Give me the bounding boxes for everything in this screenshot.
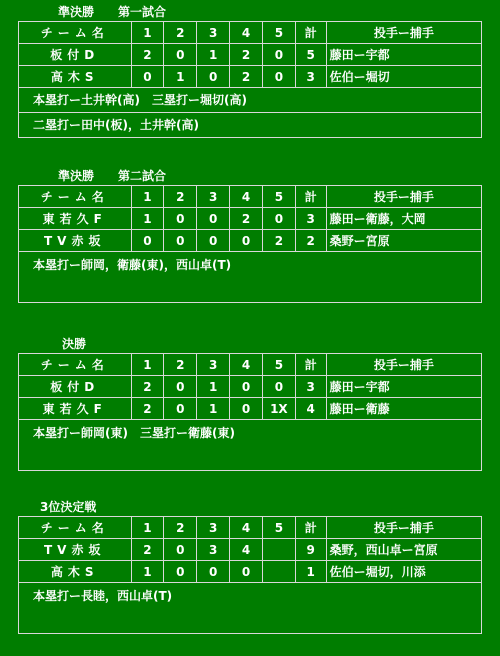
inning-score: 0: [164, 561, 197, 582]
team-name: TV赤坂: [19, 539, 132, 560]
inning-score: 0: [230, 230, 263, 251]
header-inning-4: 4: [230, 22, 263, 43]
total-score: 3: [296, 208, 327, 229]
inning-score: 0: [132, 66, 165, 87]
header-total: 計: [296, 22, 327, 43]
inning-score: 1: [197, 44, 230, 65]
total-score: 3: [296, 376, 327, 397]
inning-score: 3: [197, 539, 230, 560]
header-inning-1: 1: [132, 354, 165, 375]
header-inning-1: 1: [132, 517, 165, 538]
total-score: 5: [296, 44, 327, 65]
inning-score: 0: [164, 539, 197, 560]
inning-score: 0: [164, 230, 197, 251]
team-name: TV赤坂: [19, 230, 132, 251]
table-row: [19, 561, 481, 583]
table-row: [19, 208, 481, 230]
header-team: チーム名: [19, 354, 132, 375]
section-title: 決勝: [62, 337, 87, 351]
section-title: 準決勝 第二試合: [58, 169, 167, 183]
header-pitchers: 投手ー捕手: [373, 26, 434, 40]
header-team: チーム名: [19, 22, 132, 43]
header-inning-3: 3: [197, 186, 230, 207]
pitcher-catcher: 藤田ー衛藤: [329, 402, 390, 416]
header-row: [19, 186, 481, 208]
notes-box: [19, 252, 481, 302]
header-row: [19, 22, 481, 44]
notes-box: [19, 583, 481, 633]
header-pitchers: 投手ー捕手: [373, 358, 434, 372]
notes-box: [19, 88, 481, 137]
total-score: 2: [296, 230, 327, 251]
header-inning-3: 3: [197, 22, 230, 43]
inning-score: 0: [230, 376, 263, 397]
inning-score: 2: [230, 44, 263, 65]
team-name: 高木S: [19, 66, 132, 87]
header-pitchers: 投手ー捕手: [373, 190, 434, 204]
inning-score: 0: [197, 208, 230, 229]
pitcher-catcher: 佐伯ー堀切: [329, 70, 390, 84]
pitcher-catcher: 桑野，西山卓ー宮原: [329, 543, 438, 557]
header-row: [19, 517, 481, 539]
scoreboard-table: [18, 185, 482, 303]
pitcher-catcher: 藤田ー宇都: [329, 48, 390, 62]
team-name: 東若久F: [19, 208, 132, 229]
header-inning-2: 2: [164, 186, 197, 207]
table-row: [19, 66, 481, 88]
team-name: 板付D: [19, 376, 132, 397]
inning-score: 0: [263, 44, 296, 65]
header-total: 計: [296, 517, 327, 538]
pitcher-catcher: 桑野ー宮原: [329, 234, 390, 248]
section-title: 3位決定戦: [40, 500, 97, 514]
team-name: 東若久F: [19, 398, 132, 419]
total-score: 3: [296, 66, 327, 87]
inning-score: 0: [263, 208, 296, 229]
header-team: チーム名: [19, 517, 132, 538]
pitcher-catcher: 藤田ー衛藤，大岡: [329, 212, 426, 226]
header-team: チーム名: [19, 186, 132, 207]
note-line: 本塁打ー長睦，西山卓(T): [33, 589, 173, 603]
note-line: 二塁打ー田中(板)，土井幹(高): [33, 118, 199, 132]
header-inning-5: 5: [263, 354, 296, 375]
inning-score: 0: [263, 376, 296, 397]
inning-score: 1: [132, 208, 165, 229]
inning-score: 1: [197, 398, 230, 419]
header-inning-5: 5: [263, 22, 296, 43]
inning-score: 1: [132, 561, 165, 582]
inning-score: 0: [230, 561, 263, 582]
total-score: 1: [296, 561, 327, 582]
inning-score: 2: [263, 230, 296, 251]
table-row: [19, 230, 481, 252]
header-inning-4: 4: [230, 186, 263, 207]
inning-score: 2: [132, 44, 165, 65]
note-line: 本塁打ー師岡(東) 三塁打ー衛藤(東): [33, 426, 235, 440]
section-title: 準決勝 第一試合: [58, 5, 167, 19]
inning-score: 4: [230, 539, 263, 560]
table-row: [19, 376, 481, 398]
team-name: 板付D: [19, 44, 132, 65]
inning-score: 0: [164, 44, 197, 65]
header-inning-2: 2: [164, 22, 197, 43]
inning-score: 1X: [263, 398, 296, 419]
notes-box: [19, 420, 481, 470]
inning-score: 0: [197, 561, 230, 582]
header-inning-5: 5: [263, 186, 296, 207]
inning-score: 0: [164, 208, 197, 229]
inning-score: 0: [197, 230, 230, 251]
header-pitchers: 投手ー捕手: [373, 521, 434, 535]
inning-score: 2: [132, 539, 165, 560]
inning-score: [263, 539, 296, 560]
inning-score: 0: [164, 376, 197, 397]
inning-score: 1: [197, 376, 230, 397]
inning-score: 0: [197, 66, 230, 87]
pitcher-catcher: 佐伯ー堀切，川添: [329, 565, 426, 579]
scoreboard-table: [18, 21, 482, 138]
inning-score: 2: [132, 376, 165, 397]
header-row: [19, 354, 481, 376]
pitcher-catcher: 藤田ー宇都: [329, 380, 390, 394]
header-inning-3: 3: [197, 517, 230, 538]
team-name: 高木S: [19, 561, 132, 582]
inning-score: 0: [263, 66, 296, 87]
scoreboard-table: [18, 353, 482, 471]
inning-score: 2: [132, 398, 165, 419]
scoreboard-table: [18, 516, 482, 634]
header-inning-1: 1: [132, 22, 165, 43]
inning-score: 0: [132, 230, 165, 251]
total-score: 4: [296, 398, 327, 419]
table-row: [19, 44, 481, 66]
header-inning-1: 1: [132, 186, 165, 207]
header-inning-4: 4: [230, 517, 263, 538]
header-inning-3: 3: [197, 354, 230, 375]
table-row: [19, 539, 481, 561]
total-score: 9: [296, 539, 327, 560]
header-total: 計: [296, 354, 327, 375]
note-line: 本塁打ー土井幹(高) 三塁打ー堀切(高): [33, 93, 247, 107]
inning-score: 2: [230, 66, 263, 87]
inning-score: 2: [230, 208, 263, 229]
header-total: 計: [296, 186, 327, 207]
inning-score: 1: [164, 66, 197, 87]
note-line: 本塁打ー師岡，衛藤(東)，西山卓(T): [33, 258, 232, 272]
header-inning-4: 4: [230, 354, 263, 375]
inning-score: [263, 561, 296, 582]
table-row: [19, 398, 481, 420]
inning-score: 0: [230, 398, 263, 419]
header-inning-2: 2: [164, 354, 197, 375]
header-inning-2: 2: [164, 517, 197, 538]
header-inning-5: 5: [263, 517, 296, 538]
inning-score: 0: [164, 398, 197, 419]
